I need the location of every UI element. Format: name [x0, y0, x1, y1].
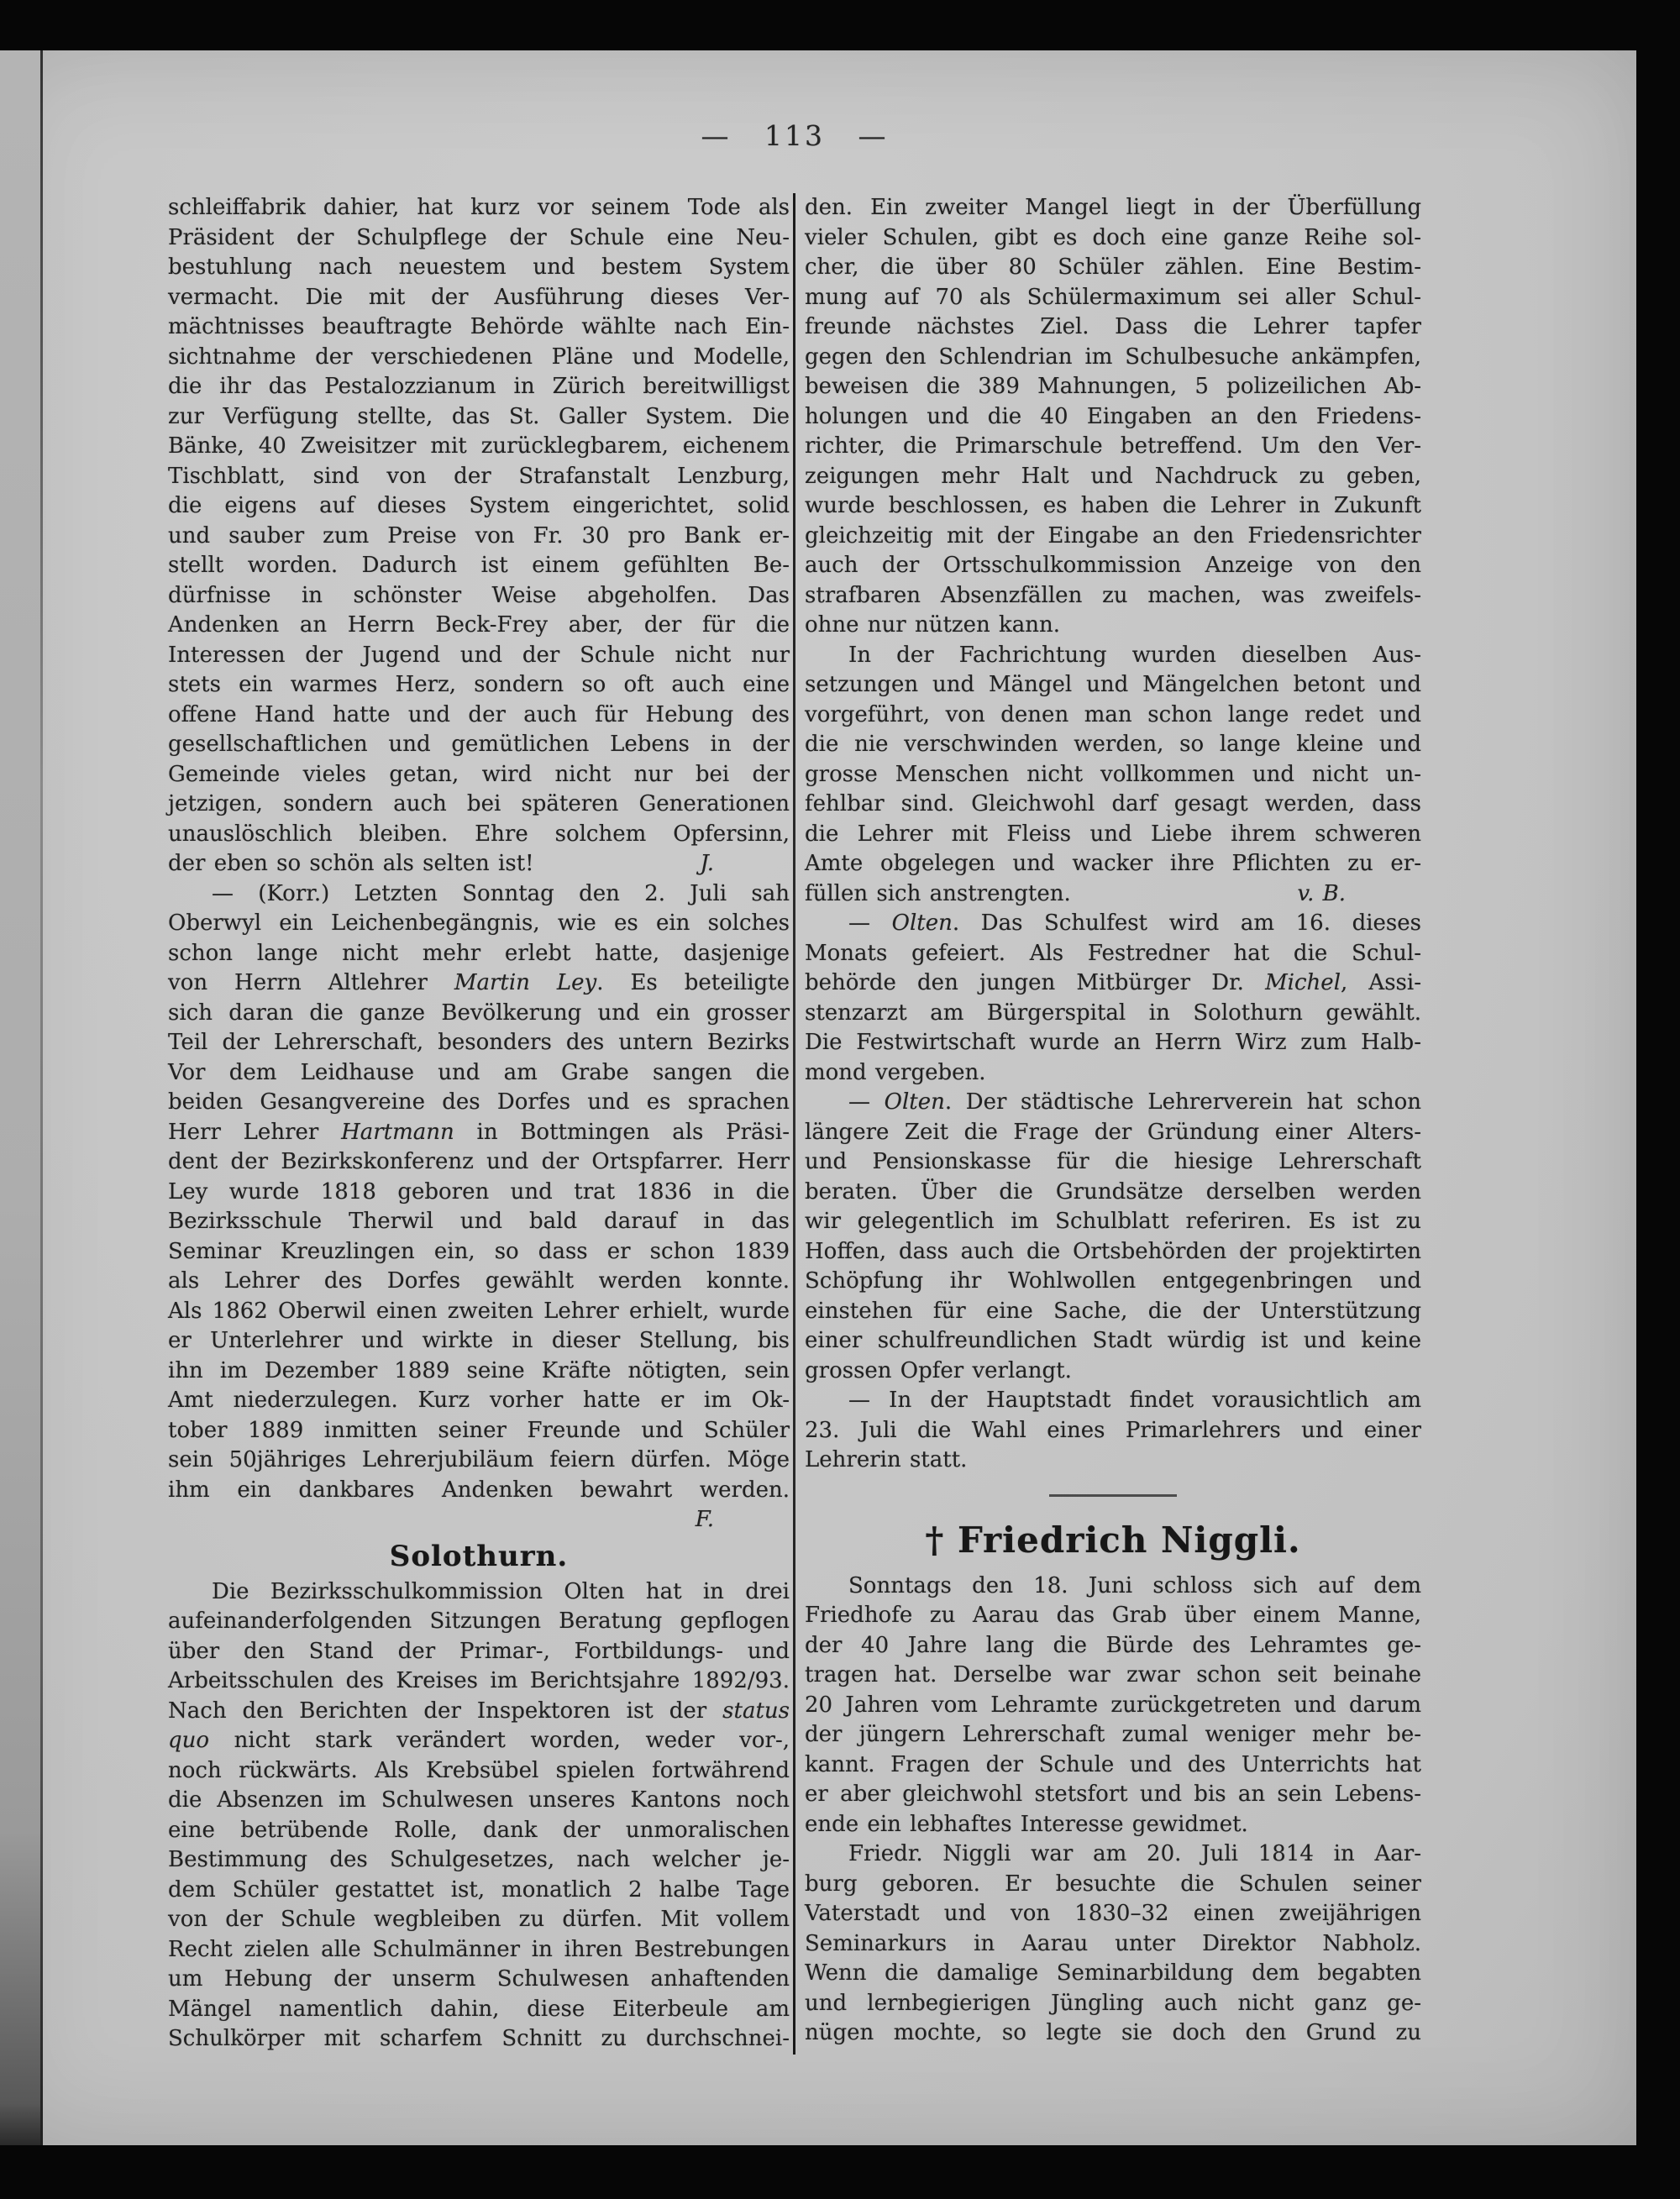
text-line: mung auf 70 als Schülermaximum sei aller Schul-: [805, 284, 1421, 310]
text-line: Wenn die damalige Seminarbildung dem begabten: [805, 1960, 1421, 1986]
text-line: Monats gefeiert. Als Festredner hat die Schul-: [805, 940, 1421, 966]
text-line: Amt niederzulegen. Kurz vorher hatte er im Ok-: [168, 1388, 790, 1413]
text-line: Friedhofe zu Aarau das Grab über einem Manne,: [805, 1603, 1421, 1628]
text-line: mond vergeben.: [805, 1059, 986, 1085]
text-block: [168, 193, 1421, 2055]
text-line: dem Schüler gestattet ist, monatlich 2 halbe Tage: [168, 1876, 790, 1902]
text-line: beraten. Über die Grundsätze derselben werden: [805, 1178, 1421, 1204]
text-line: einstehen für eine Sache, die der Unterstützung: [805, 1298, 1421, 1324]
text-line: richter, die Primarschule betreffend. Um den Ver-: [805, 433, 1421, 459]
text-line: Vor dem Leidhause und am Grabe sangen die: [168, 1059, 790, 1085]
text-line: und Pensionskasse für die hiesige Lehrerschaft: [805, 1149, 1421, 1174]
text-line: Recht zielen alle Schulmänner in ihren Bestrebungen: [168, 1936, 790, 1962]
text-line: Mängel namentlich dahin, diese Eiterbeule am: [168, 1996, 790, 2022]
text-line: burg geboren. Er besuchte die Schulen seiner: [805, 1871, 1421, 1897]
text-line: aufeinanderfolgenden Sitzungen Beratung gepflogen: [168, 1609, 790, 1634]
text-line: Arbeitsschulen des Kreises im Berichtsjahre 1892/93.: [168, 1668, 790, 1693]
text-line: freunde nächstes Ziel. Dass die Lehrer tapfer: [805, 314, 1421, 339]
correspondent-signature: J.: [700, 851, 714, 876]
text-line: tober 1889 inmitten seiner Freunde und Schüler: [168, 1417, 790, 1443]
text-line: Nach den Berichten der Inspektoren ist der status: [168, 1698, 790, 1724]
text-line: wir gelegentlich im Schulblatt referiren. Es ist zu: [805, 1209, 1421, 1234]
text-line: Die Festwirtschaft wurde an Herrn Wirz zum Halb-: [805, 1030, 1421, 1055]
text-line: kannt. Fragen der Schule und des Unterrichts hat: [805, 1751, 1421, 1777]
text-line: — Olten. Der städtische Lehrerverein hat schon: [848, 1089, 1422, 1115]
text-line: die Absenzen im Schulwesen unseres Kantons noch: [168, 1787, 790, 1813]
text-line: eine betrübende Rolle, dank der unmoralischen: [168, 1817, 790, 1843]
text-line: die eigens auf dieses System eingerichtet, solid: [168, 493, 790, 518]
text-line: noch rückwärts. Als Krebsübel spielen fortwährend: [168, 1757, 790, 1783]
text-line: Tischblatt, sind von der Strafanstalt Lenzburg,: [168, 463, 790, 489]
text-line: er Unterlehrer und wirkte in dieser Stellung, bis: [168, 1328, 790, 1353]
text-line: In der Fachrichtung wurden dieselben Aus-: [848, 642, 1421, 668]
text-line: mächtnisses beauftragte Behörde wählte nach Ein-: [168, 314, 790, 339]
text-line: Präsident der Schulpflege der Schule eine Neu-: [168, 224, 790, 250]
text-line: ende ein lebhaftes Interesse gewidmet.: [805, 1811, 1248, 1837]
text-line: den. Ein zweiter Mangel liegt in der Überfüllung: [805, 195, 1421, 220]
text-line: setzungen und Mängel und Mängelchen betont und: [805, 672, 1421, 697]
text-line: 23. Juli die Wahl eines Primarlehrers und einer: [805, 1417, 1421, 1443]
text-line: Sonntags den 18. Juni schloss sich auf dem: [848, 1572, 1421, 1598]
text-line: Schulkörper mit scharfem Schnitt zu durchschnei-: [168, 2026, 790, 2051]
text-line: sich daran die ganze Bevölkerung und ein grosser: [168, 1000, 790, 1026]
correspondent-signature: F.: [695, 1507, 714, 1532]
text-line: Oberwyl ein Leichenbegängnis, wie es ein solches: [168, 911, 790, 936]
text-line: stenzarzt am Bürgerspital in Solothurn gewählt.: [805, 1000, 1421, 1026]
text-line: sein 50jähriges Lehrerjubiläum feiern dürfen. Möge: [168, 1447, 790, 1472]
text-line: vorgeführt, von denen man schon lange redet und: [805, 701, 1421, 727]
text-line: offene Hand hatte und der auch für Hebung des: [168, 701, 790, 727]
page-number: — 113 —: [701, 119, 889, 152]
text-line: behörde den jungen Mitbürger Dr. Michel, Assi-: [805, 970, 1421, 995]
text-line: Seminar Kreuzlingen ein, so dass er schon 1839: [168, 1238, 790, 1264]
text-line: [168, 849, 790, 879]
text-line: die nie verschwinden werden, so lange kleine und: [805, 732, 1421, 757]
text-line: vermacht. Die mit der Ausführung dieses Ver-: [168, 284, 790, 310]
text-line: und sauber zum Preise von Fr. 30 pro Bank er-: [168, 522, 790, 548]
page-gutter-shadow: [0, 50, 40, 2145]
text-line: sichtnahme der verschiedenen Pläne und Modelle,: [168, 344, 790, 370]
text-line: ihn im Dezember 1889 seine Kräfte nötigten, sein: [168, 1357, 790, 1383]
text-line: Seminarkurs in Aarau unter Direktor Nabholz.: [805, 1930, 1421, 1956]
scanned-page: [0, 50, 1636, 2145]
text-line: über den Stand der Primar-, Fortbildungs- und: [168, 1638, 790, 1664]
text-line: einer schulfreundlichen Stadt würdig ist und keine: [805, 1328, 1421, 1353]
text-line: Die Bezirksschulkommission Olten hat in drei: [212, 1578, 790, 1604]
text-line: [168, 1505, 790, 1535]
correspondent-signature: v. B.: [1297, 880, 1346, 906]
text-line: von der Schule wegbleiben zu dürfen. Mit vollem: [168, 1907, 790, 1932]
text-line: ihm ein dankbares Andenken bewahrt werden.: [168, 1477, 790, 1503]
section-heading: † Friedrich Niggli.: [925, 1519, 1301, 1561]
text-line: vieler Schulen, gibt es doch eine ganze Reihe sol-: [805, 224, 1421, 250]
text-line: um Hebung der unserm Schulwesen anhaftenden: [168, 1966, 790, 1992]
text-line: Interessen der Jugend und der Schule nicht nur: [168, 642, 790, 668]
text-line: 20 Jahren vom Lehramte zurückgetreten und darum: [805, 1692, 1421, 1718]
text-line: Bestimmung des Schulgesetzes, nach welcher je-: [168, 1847, 790, 1872]
text-line: bestuhlung nach neuestem und bestem System: [168, 255, 790, 280]
text-line: als Lehrer des Dorfes gewählt werden konnte.: [168, 1268, 790, 1294]
line-text: füllen sich anstrengten.: [805, 880, 1071, 906]
text-line: strafbaren Absenzfällen zu machen, was zweifels-: [805, 582, 1421, 608]
text-line: unauslöschlich bleiben. Ehre solchem Opfersinn,: [168, 821, 790, 847]
text-line: Hoffen, dass auch die Ortsbehörden der projektirten: [805, 1238, 1421, 1264]
text-line: [805, 879, 1421, 910]
text-line: und lernbegierigen Jüngling auch nicht ganz ge-: [805, 1990, 1421, 2016]
text-line: schleiffabrik dahier, hat kurz vor seinem Tode als: [168, 195, 790, 220]
left-column: [168, 193, 790, 2055]
text-line: beiden Gesangvereine des Dorfes und es sprachen: [168, 1089, 790, 1115]
text-line: er aber gleichwohl stetsfort und bis an sein Lebens-: [805, 1782, 1421, 1807]
text-line: tragen hat. Derselbe war zwar schon seit beinahe: [805, 1662, 1421, 1687]
text-line: Als 1862 Oberwil einen zweiten Lehrer erhielt, wurde: [168, 1298, 790, 1324]
text-line: stets ein warmes Herz, sondern so oft auch eine: [168, 672, 790, 697]
text-line: quo nicht stark verändert worden, weder vor-,: [168, 1728, 790, 1753]
text-line: beweisen die 389 Mahnungen, 5 polizeilichen Ab-: [805, 374, 1421, 399]
text-line: Friedr. Niggli war am 20. Juli 1814 in Aar-: [848, 1841, 1421, 1866]
text-line: zur Verfügung stellte, das St. Galler System. Die: [168, 403, 790, 429]
text-line: Lehrerin statt.: [805, 1447, 968, 1472]
text-line: holungen und die 40 Eingaben an den Friedens-: [805, 403, 1421, 429]
text-line: jetzigen, sondern auch bei späteren Generationen: [168, 791, 790, 816]
right-column: [805, 193, 1421, 2049]
text-line: fehlbar sind. Gleichwohl darf gesagt werden, dass: [805, 791, 1421, 816]
text-line: stellt worden. Dadurch ist einem gefühlten Be-: [168, 553, 790, 578]
text-line: schon lange nicht mehr erlebt hatte, dasjenige: [168, 940, 790, 966]
text-line: — In der Hauptstadt findet vorausichtlich am: [848, 1388, 1421, 1413]
text-line: Andenken an Herrn Beck-Frey aber, der für die: [168, 612, 790, 638]
text-line: Ley wurde 1818 geboren und trat 1836 in die: [168, 1178, 790, 1204]
line-text: der eben so schön als selten ist!: [168, 851, 534, 876]
text-line: nügen mochte, so legte sie doch den Grund zu: [805, 2020, 1421, 2045]
text-line: dürfnisse in schönster Weise abgeholfen. Das: [168, 582, 790, 608]
horizontal-rule: [1049, 1494, 1177, 1497]
text-line: der jüngern Lehrerschaft zumal weniger mehr be-: [805, 1722, 1421, 1747]
column-divider-rule: [793, 193, 795, 2055]
text-line: Bezirksschule Therwil und bald darauf in das: [168, 1209, 790, 1234]
text-line: Teil der Lehrerschaft, besonders des untern Bezirks: [168, 1030, 790, 1055]
text-line: gleichzeitig mit der Eingabe an den Friedensrichter: [805, 522, 1421, 548]
text-line: Schöpfung ihr Wohlwollen entgegenbringen und: [805, 1268, 1421, 1294]
text-line: dent der Bezirkskonferenz und der Ortspfarrer. Herr: [168, 1149, 790, 1174]
text-line: Herr Lehrer Hartmann in Bottmingen als Präsi-: [168, 1119, 790, 1145]
text-line: die ihr das Pestalozzianum in Zürich bereitwilligst: [168, 374, 790, 399]
text-line: zeigungen mehr Halt und Nachdruck zu geben,: [805, 463, 1421, 489]
section-separator-rule: [805, 1476, 1421, 1516]
section-heading: Solothurn.: [389, 1539, 569, 1573]
text-line: cher, die über 80 Schüler zählen. Eine Bestim-: [805, 255, 1421, 280]
text-line: die Lehrer mit Fleiss und Liebe ihrem schweren: [805, 821, 1421, 847]
text-line: ohne nur nützen kann.: [805, 612, 1061, 638]
text-line: grosse Menschen nicht vollkommen und nicht un-: [805, 761, 1421, 787]
page-fold-line: [40, 50, 43, 2145]
text-line: von Herrn Altlehrer Martin Ley. Es beteiligte: [168, 970, 790, 995]
text-line: — Olten. Das Schulfest wird am 16. dieses: [848, 911, 1422, 936]
text-line: — (Korr.) Letzten Sonntag den 2. Juli sah: [212, 880, 790, 906]
text-line: Bänke, 40 Zweisitzer mit zurücklegbarem, eichenem: [168, 433, 790, 459]
text-line: Gemeinde vieles getan, wird nicht nur bei der: [168, 761, 790, 787]
text-line: Amte obgelegen und wacker ihre Pflichten zu er-: [805, 851, 1421, 876]
text-line: wurde beschlossen, es haben die Lehrer in Zukunft: [805, 493, 1421, 518]
text-line: gesellschaftlichen und gemütlichen Lebens in der: [168, 732, 790, 757]
text-line: Vaterstadt und von 1830–32 einen zweijährigen: [805, 1901, 1421, 1926]
text-line: grossen Opfer verlangt.: [805, 1357, 1072, 1383]
text-line: gegen den Schlendrian im Schulbesuche ankämpfen,: [805, 344, 1421, 370]
text-line: längere Zeit die Frage der Gründung einer Alters-: [805, 1119, 1421, 1145]
text-line: der 40 Jahre lang die Bürde des Lehramtes ge-: [805, 1632, 1421, 1658]
text-line: auch der Ortsschulkommission Anzeige von den: [805, 553, 1421, 578]
